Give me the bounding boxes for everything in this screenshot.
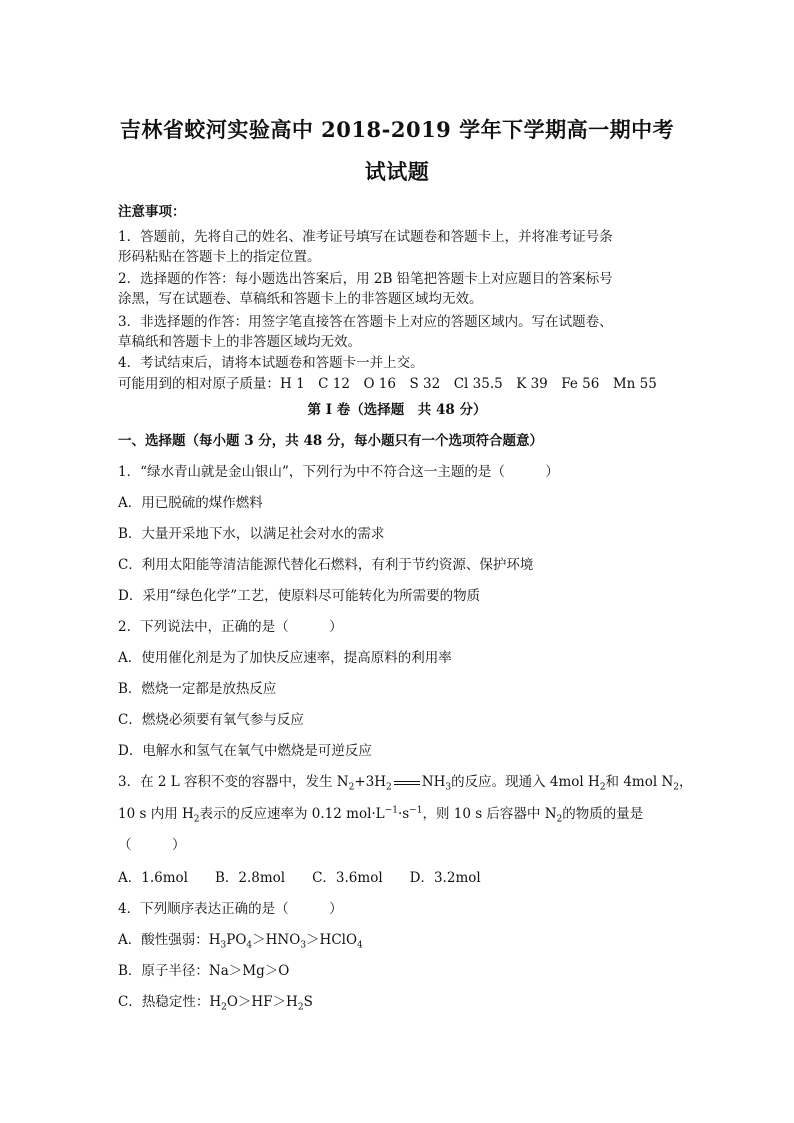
q3-text: 3．在 2 L 容积不变的容器中，发生 N — [118, 774, 349, 790]
q4-text: ＞HClO — [306, 932, 358, 948]
q4-stem: 4．下列顺序表达正确的是（ ） — [118, 901, 343, 917]
volume-heading: 第 I 卷（选择题 共 48 分） — [307, 402, 487, 418]
q1-stem: 1．“绿水青山就是金山银山”，下列行为中不符合这一主题的是（ ） — [118, 464, 559, 480]
notes-item-1a: 1．答题前，先将自己的姓名、准考证号填写在试题卷和答题卡上，并将准考证号条 — [118, 229, 613, 245]
q3-text: ， — [679, 774, 693, 790]
part-1-heading: 一、选择题（每小题 3 分，共 48 分，每小题只有一个选项符合题意） — [118, 433, 543, 449]
subscript: 4 — [246, 940, 253, 951]
q2-option-c: C．燃烧必须要有氧气参与反应 — [118, 712, 304, 728]
notes-item-2b: 涂黑，写在试题卷、草稿纸和答题卡上的非答题区域均无效。 — [118, 291, 483, 307]
subscript: 3 — [220, 940, 227, 951]
q1-option-a: A．用已脱硫的煤作燃料 — [118, 495, 263, 511]
q1-option-b: B．大量开采地下水，以满足社会对水的需求 — [118, 526, 385, 542]
q3-text: 的物质的量是 — [562, 806, 644, 822]
exam-title-line-1: 吉林省蛟河实验高中 2018-2019 学年下学期高一期中考 — [119, 117, 675, 142]
q2-option-a: A．使用催化剂是为了加快反应速率，提高原料的利用率 — [118, 650, 452, 666]
q2-stem: 2．下列说法中，正确的是（ ） — [118, 619, 343, 635]
q4-text: PO — [226, 932, 247, 948]
q1-option-c: C．利用太阳能等清洁能源代替化石燃料，有利于节约资源、保护环境 — [118, 557, 534, 573]
q3-options: A．1.6mol B．2.8mol C．3.6mol D．3.2mol — [118, 870, 481, 886]
subscript: 2 — [221, 1002, 227, 1013]
notes-item-3b: 草稿纸和答题卡上的非答题区域均无效。 — [118, 334, 361, 350]
q3-text: +3H — [354, 774, 387, 790]
subscript: 4 — [357, 940, 363, 951]
q4-text: C．热稳定性：H — [118, 994, 222, 1010]
subscript: 2 — [673, 782, 680, 793]
subscript: 2 — [348, 782, 355, 793]
subscript: 2 — [297, 1002, 304, 1013]
q4-option-a — [118, 931, 684, 949]
subscript: 2 — [386, 782, 392, 793]
q3-stem-line-2 — [118, 805, 684, 823]
q3-text: ·s — [397, 806, 410, 822]
subscript: 3 — [445, 782, 452, 793]
notes-item-1b: 形码粘贴在答题卡上的指定位置。 — [118, 249, 321, 265]
notes-item-4: 4．考试结束后，请将本试题卷和答题卡一并上交。 — [118, 355, 424, 371]
q4-option-c — [118, 993, 684, 1011]
exam-title-line-2: 试试题 — [364, 159, 430, 184]
q4-option-b: B．原子半径：Na＞Mg＞O — [118, 963, 290, 979]
q4-text: ＞HNO — [252, 932, 301, 948]
q4-text: O＞HF＞H — [226, 994, 298, 1010]
q2-option-b: B．燃烧一定都是放热反应 — [118, 681, 277, 697]
notes-heading: 注意事项： — [118, 204, 186, 220]
q4-text: S — [303, 994, 313, 1010]
q3-text: ，则 10 s 后容器中 N — [422, 806, 557, 822]
subscript: 3 — [300, 940, 307, 951]
q3-text: 表示的反应速率为 0.12 mol·L — [199, 806, 385, 822]
q3-stem-line-1 — [118, 773, 693, 793]
atomic-mass-line: 可能用到的相对原子质量：H 1 C 12 O 16 S 32 Cl 35.5 K 39 Fe 56 Mn 55 — [118, 376, 657, 392]
notes-item-2a: 2．选择题的作答：每小题选出答案后，用 2B 铅笔把答题卡上对应题目的答案标号 — [118, 271, 613, 287]
q1-option-d: D．采用“绿色化学”工艺，使原料尽可能转化为所需要的物质 — [118, 588, 481, 604]
q2-option-d: D．电解水和氢气在氧气中燃烧是可逆反应 — [118, 743, 372, 759]
q3-text: 10 s 内用 H — [118, 806, 194, 822]
q3-text: NH — [421, 774, 446, 790]
q3-answer-paren: （ ） — [118, 837, 186, 853]
subscript: 2 — [556, 814, 563, 825]
q3-text: 和 4mol N — [605, 774, 674, 790]
subscript: 2 — [599, 782, 606, 793]
superscript: −1 — [384, 805, 398, 816]
q4-text: A．酸性强弱：H — [118, 932, 221, 948]
notes-item-3a: 3．非选择题的作答：用签字笔直接答在答题卡上对应的答题区域内。写在试题卷、 — [118, 314, 613, 330]
superscript: −1 — [409, 805, 423, 816]
equilibrium-arrow-icon — [394, 779, 420, 787]
subscript: 2 — [193, 814, 200, 825]
q3-text: 的反应。现通入 4mol H — [451, 774, 600, 790]
